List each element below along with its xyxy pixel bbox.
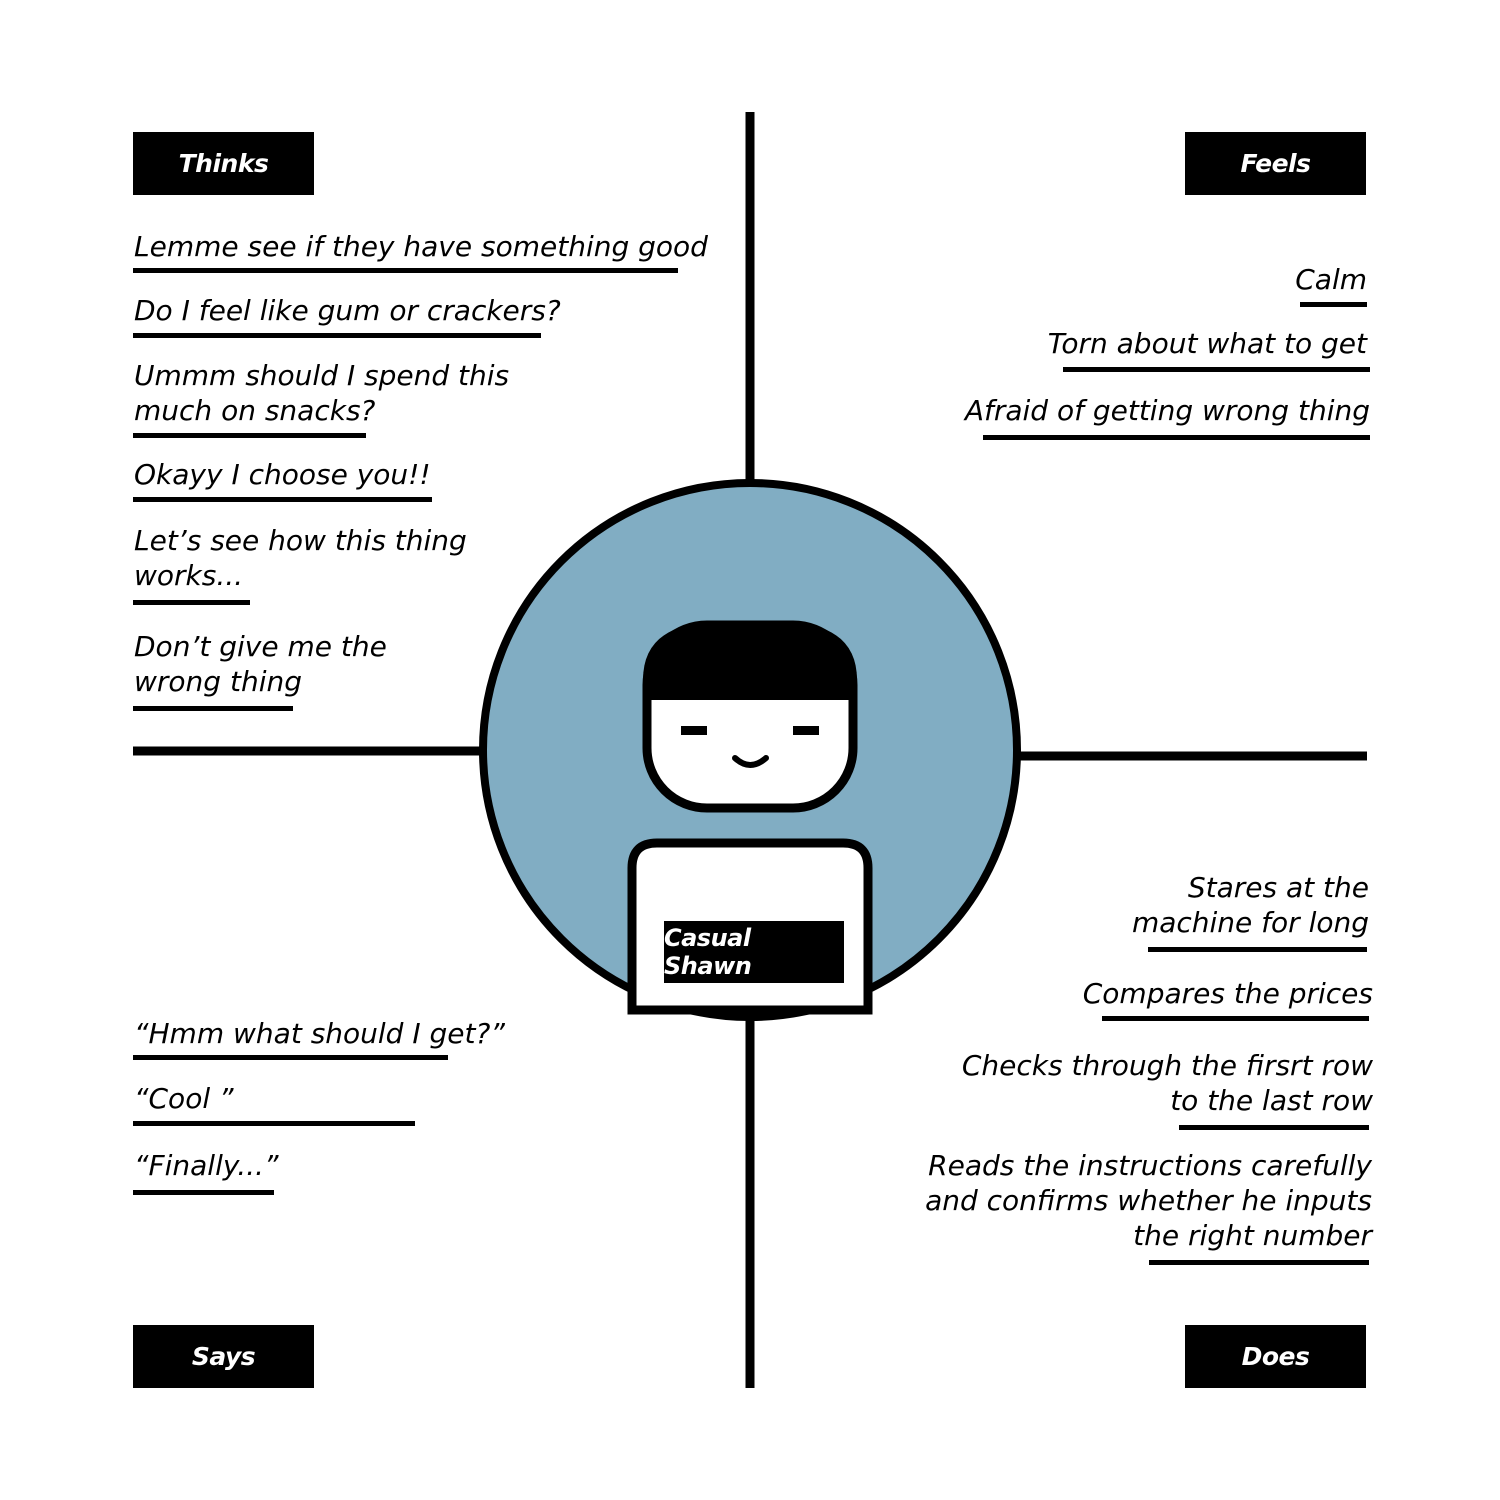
says-item-rule (133, 1055, 448, 1060)
thinks-item-rule (133, 706, 293, 711)
label-feels: Feels (1185, 132, 1366, 195)
feels-item: Afraid of getting wrong thing (964, 394, 1370, 427)
does-item-rule (1149, 1260, 1369, 1265)
says-item: “Cool ” (134, 1082, 234, 1115)
says-item-rule (133, 1190, 274, 1195)
avatar-right-eye (793, 726, 819, 735)
does-item: Compares the prices (1082, 977, 1373, 1010)
does-item: Stares at the machine for long (1131, 871, 1369, 939)
label-thinks: Thinks (133, 132, 314, 195)
label-says: Says (133, 1325, 314, 1388)
avatar-hair (643, 622, 857, 700)
says-item: “Hmm what should I get?” (134, 1017, 505, 1050)
feels-item: Calm (1295, 263, 1367, 296)
thinks-item-rule (133, 268, 678, 273)
thinks-item: Ummm should I spend this much on snacks? (134, 359, 510, 427)
thinks-item: Lemme see if they have something good (134, 230, 708, 263)
feels-item-rule (983, 435, 1370, 440)
does-item-rule (1148, 947, 1367, 952)
thinks-item: Let’s see how this thing works... (134, 524, 467, 592)
thinks-item-rule (133, 600, 250, 605)
says-item: “Finally...” (134, 1149, 279, 1182)
thinks-item: Do I feel like gum or crackers? (134, 294, 561, 327)
does-item: Checks through the firsrt row to the last row (961, 1049, 1373, 1117)
does-item: Reads the instructions carefully and confirms whether he inputs the right number (925, 1149, 1372, 1252)
thinks-item: Don’t give me the wrong thing (134, 630, 387, 698)
does-item-rule (1179, 1125, 1369, 1130)
thinks-item-rule (133, 433, 366, 438)
feels-item-rule (1063, 367, 1370, 372)
persona-name: Casual Shawn (664, 921, 844, 983)
feels-item-rule (1300, 302, 1367, 307)
does-item-rule (1102, 1016, 1369, 1021)
feels-item: Torn about what to get (1047, 327, 1367, 360)
says-item-rule (133, 1121, 415, 1126)
avatar-left-eye (681, 726, 707, 735)
label-does: Does (1185, 1325, 1366, 1388)
thinks-item: Okayy I choose you!! (134, 458, 431, 491)
thinks-item-rule (133, 497, 432, 502)
thinks-item-rule (133, 333, 541, 338)
